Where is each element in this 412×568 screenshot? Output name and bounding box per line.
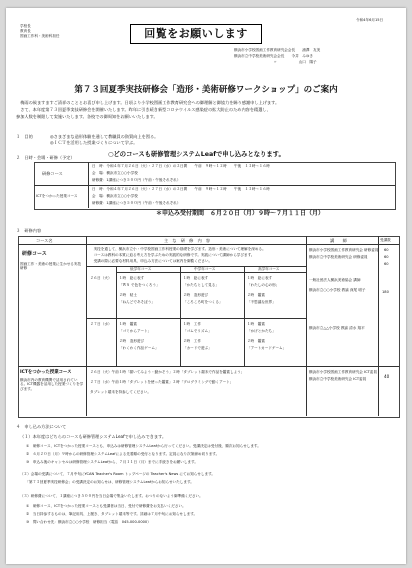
d1-mid-4: 「ころころ町をつくる」 [183, 300, 223, 304]
section3-label: ３ 研修内容 [16, 228, 42, 233]
intro-line-2: さて、本年度第７３回夏季実技研修会を開催いたします。昨年に引き続き新型コロナウイルス感染症の拡大防止のため内容を精選し、 [16, 107, 271, 112]
sender-3: 〃 山口 陽子 [234, 60, 317, 64]
d2-low-4: 「わくわく作品ゲーム」 [119, 346, 159, 350]
d1-mid-2: 「かたちとして見る」 [183, 283, 219, 287]
sender-1: 横浜市小学校図画工作教育研究会会長 浦澤 友美 [234, 48, 321, 52]
intro-line-3: 参加人数を制限して実施いたします。各校での御周知をお願いいたします。 [16, 114, 158, 119]
application-period: ＊申込み受付期間 ６月２０日（月）９時～７月１１日（月） [156, 210, 325, 217]
apply-para-4: （２）会場の受講について、７月中旬にYCAN Teacher's Room トップページの Teacher's News にてお知らせします。 [20, 472, 215, 476]
day1-label: ２６日（火） [90, 276, 112, 280]
apply-para-8: ② 当日持参するものは、筆記用具、上履き、タブレット端末等です。詳細は７月中旬にお知らせします。 [26, 512, 198, 516]
col-course: コース名 [36, 238, 53, 243]
d1-low-4: 「ねんどであそぼう」 [119, 300, 155, 304]
col-content: 主 な 研 修 内 容 [164, 238, 211, 243]
schedule-2-venue: 会 場：横浜市立○○小学校 [92, 194, 138, 198]
course1-desc-3: 受講の際に必要な材料用具、申込み方法については案内を御覧ください。 [90, 259, 213, 263]
d2-low-1: １時 鑑賞 [119, 322, 137, 326]
d1-low-2: 「ＷＳ で色をつくろう」 [119, 283, 160, 287]
schedule-2-date: 日 時：令和４年７月２６日（火）・２７日（水）の２日間 午前 ９時～１２時 午後 １３時～１６時 [92, 187, 270, 191]
schedule-1-fee: 研修費：1講座につき５００円（午前・午後それぞれ） [92, 178, 181, 182]
recipient-2: 教育長 [20, 29, 31, 33]
schedule-1-date: 日 時：令和４年７月２６日（火）・２７日（水）の２日間 午前 ９時～１２時 午後 １３時～１６時 [92, 164, 270, 168]
lecturer-2: 横浜市立中学校美術研究会 研修委員 [309, 255, 368, 259]
recipient-3: 図画工作科・美術科担任 [20, 34, 60, 38]
d2-high-2: 「かげとかたち」 [247, 329, 276, 333]
d2-high-1: １時 鑑賞 [247, 322, 265, 326]
schedule-course-2: ICTをつかった授業コース [36, 194, 78, 198]
d2-mid-4: 「カードで遊ぶ」 [183, 346, 212, 350]
sub-header-low: 低学年コース [130, 267, 152, 271]
course1-note: 図画工作・美術の授業に生かせる実技研修 [20, 262, 82, 271]
section1-label: １ 目的 [16, 134, 33, 139]
course2-note: 横浜市内の教育機関で活用されている。ICT機器を活用した授業づくりを学びます。 [20, 378, 84, 391]
d2-mid-3: ２時 工作 [183, 339, 201, 343]
lecturer-ict-2: 横浜市立中学校美術研究会 ICT委員 [309, 377, 367, 381]
intro-line-1: 梅雨の候ますますご清祥のこととお喜び申し上げます。日頃より小学校図画工作教育研究会への御理解と御協力を賜り感謝申し上げます。 [16, 100, 280, 105]
d2-mid-2: 「ゴムでリズム」 [183, 329, 212, 333]
d1-high-4: 「不思議な世界」 [247, 300, 276, 304]
apply-para-3: ③ 申込み後のキャンセルは研修管理システムLeafから、７月１１日（月）までに手続きをお願いします。 [26, 460, 198, 464]
d1-high-1: １時 絵に表す [247, 276, 273, 280]
course2-line-1: ２６日（火）午前１時「描いてみよう・動かそう」２時「タブレット端末で作品を鑑賞しよう」 [90, 370, 245, 374]
schedule-1-venue: 会 場：横浜市立○○小学校 [92, 171, 138, 175]
apply-para-1: ① 研修コース、ICTをつかった授業コースとも、申込みは研修管理システムLeafから行ってください。受講決定は受付後、順次お知らせします。 [26, 444, 261, 448]
recipient-1: 学校長 [20, 24, 31, 28]
purpose-1: ◎さまざまな造形体験を通して教職員の資質向上を図る。 [50, 134, 159, 139]
count-1: 60 [384, 248, 389, 252]
course2-line-3: タブレット端末を持参してください。 [90, 390, 151, 394]
section4-lead: （１）本年度はどちらのコースも研修管理システムLeafで申し込みできます。 [20, 434, 167, 439]
course2-name: ICTをつかった授業コース [20, 370, 72, 375]
course1-name: 研修コース [22, 251, 47, 257]
course1-desc-1: 実技を通して、横浜市立小・中学校図画工作科授業の基礎を学びます。造形・美術について理解を深める。 [90, 247, 266, 251]
apply-para-6: （３）研修費について、１講座につき５００円を当日会場で集金いたします。おつりのないよう御準備ください。 [20, 494, 203, 498]
d1-high-2: 「わたしの心の形」 [247, 283, 280, 287]
count-ict: 40 [384, 374, 390, 379]
boxed-title: 回覧をお願いします [130, 24, 262, 44]
day2-label: ２７日（水） [90, 322, 112, 326]
lecturer-ict-1: 横浜市小学校図画工作教育研究会 ICT委員 [309, 370, 377, 374]
d1-low-1: １時 絵に表す [119, 276, 145, 280]
d1-mid-1: １時 絵に表す [183, 276, 209, 280]
lecturer-1: 横浜市小学校図画工作教育研究会 研修委員 [309, 248, 379, 252]
d2-high-3: ２時 鑑賞 [247, 339, 265, 343]
sub-header-mid: 中学年コース [194, 267, 216, 271]
d1-low-3: ２時 粘土 [119, 293, 137, 297]
purpose-2: ◎ＩＣＴを活用した授業づくりについて学ぶ。 [50, 140, 138, 145]
d2-mid-1: １時 工作 [183, 322, 201, 326]
count-2: 60 [384, 255, 389, 259]
col-lecturer: 講 師 [330, 238, 347, 243]
lecturer-4: 横浜市立○○小学校 教諭 深尾 明子 [309, 288, 366, 292]
document-page [6, 8, 406, 564]
leaf-callout: ○どのコースも研修管理システムLeafで申し込みとなります。 [108, 151, 285, 158]
section2-label: ２ 日時・会場・研修（予定） [16, 155, 75, 160]
count-3: 60 [384, 262, 389, 266]
col-count: 受講数 [380, 238, 391, 242]
schedule-2-fee: 研修費：1講座につき５００円（午前・午後それぞれ） [92, 201, 181, 205]
issue-date: 令和4年6月15日 [356, 18, 384, 22]
sender-2: 横浜市立中学校美術研究会会長 今井 みゆき [234, 54, 314, 58]
course2-line-2: ２７日（水）午前１時「タブレットを使った鑑賞」２時「プログラミングで動くアート」 [90, 380, 234, 384]
count-total: 180 [382, 290, 389, 294]
main-title: 第７３回夏季実技研修会「造形・美術研修ワークショップ」のご案内 [74, 85, 338, 95]
apply-para-9: ③ 問い合わせ先：横浜市立○○小学校 研修担当（電話 045-000-0000） [26, 520, 151, 524]
d2-high-4: 「アートカードゲーム」 [247, 346, 287, 350]
sub-header-high: 高学年コース [258, 267, 280, 271]
d1-mid-3: ２時 造形遊び [183, 293, 209, 297]
apply-para-2: ② ６月２０日（月）９時からの研修管理システムLeafによる先着順の受付となります。定員になり次第締め切ります。 [26, 452, 220, 456]
apply-para-5: 「第７３回夏季実技研修会」の受講決定のお知らせは、研修管理システムLeafからお知らせいたします。 [20, 480, 194, 484]
d2-low-3: ２時 造形遊び [119, 339, 145, 343]
apply-para-7: ① 研修コース、ICTをつかった授業コースとも受講者は当日、受付で研修費をお支払いください。 [26, 504, 186, 508]
schedule-course-1: 研修コース [42, 171, 63, 176]
d2-low-2: 「ゴミからアート」 [119, 329, 152, 333]
d1-high-3: ２時 鑑賞 [247, 293, 265, 297]
lecturer-3: 一般社団法人横浜美術協会 講師 [309, 278, 361, 282]
course1-desc-2: コースは教科の本質に迫る考え方を学ぶための実践的な研修です。実践について講師から学びます。 [90, 253, 255, 257]
section4-label: ４ 申し込み方法について [16, 424, 67, 429]
lecturer-5: 横浜市立△△小学校 教諭 清水 翔平 [309, 326, 365, 330]
